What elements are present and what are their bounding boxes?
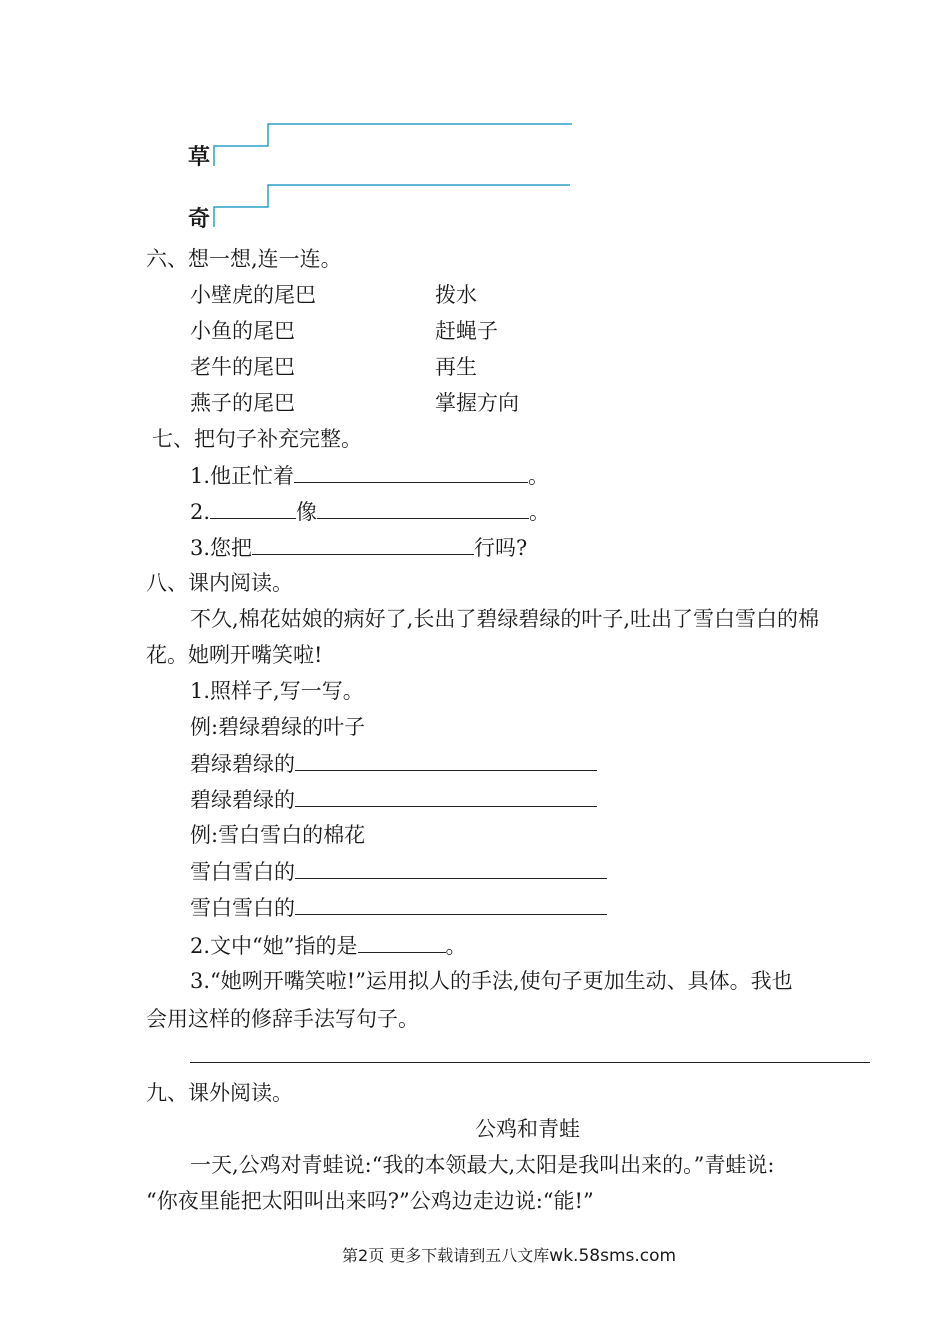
fill-1b-blank[interactable] xyxy=(295,784,597,807)
passage-line-1: 不久,棉花姑娘的病好了,长出了碧绿碧绿的叶子,吐出了雪白雪白的棉 xyxy=(190,607,820,631)
example-1: 例:碧绿碧绿的叶子 xyxy=(190,715,366,739)
fill-1a-prefix: 碧绿碧绿的 xyxy=(190,752,295,776)
match-right-3: 再生 xyxy=(435,355,477,379)
tree-char-cao: 草 xyxy=(188,145,211,170)
sentence-2-blank-b[interactable] xyxy=(317,496,529,519)
match-right-1: 拨水 xyxy=(435,283,477,307)
fill-2b-blank[interactable] xyxy=(295,892,607,915)
story-title: 公鸡和青蛙 xyxy=(475,1117,580,1141)
tree-bracket-1 xyxy=(212,118,577,170)
fill-2a-blank[interactable] xyxy=(295,856,607,879)
footer-page-number: 2 xyxy=(358,1246,369,1265)
example-2: 例:雪白雪白的棉花 xyxy=(190,823,366,847)
section-9-title: 九、课外阅读。 xyxy=(146,1081,293,1105)
story-line-2: “你夜里能把太阳叫出来吗?”公鸡边走边说:“能!” xyxy=(146,1189,594,1213)
match-left-4: 燕子的尾巴 xyxy=(190,391,295,415)
sentence-2-blank-a[interactable] xyxy=(210,496,296,519)
footer-site-link[interactable]: wk.58sms.com xyxy=(549,1246,677,1266)
q2-suffix: 。 xyxy=(445,934,467,958)
tree-bracket-2 xyxy=(212,179,577,231)
sentence-1-blank[interactable] xyxy=(294,460,528,483)
sentence-3-suffix: 行吗? xyxy=(474,536,528,560)
sentence-1-suffix: 。 xyxy=(528,464,550,488)
sentence-1-prefix: 1.他正忙着 xyxy=(190,464,295,488)
footer-page-prefix: 第 xyxy=(342,1246,359,1265)
sentence-2-prefix: 2. xyxy=(190,500,211,524)
page-footer xyxy=(342,1243,676,1266)
sentence-3-prefix: 3.您把 xyxy=(190,536,253,560)
section-7-title: 七、把句子补充完整。 xyxy=(152,427,362,451)
tree-char-qi: 奇 xyxy=(188,207,211,232)
fill-2b xyxy=(190,892,607,923)
fill-2a-prefix: 雪白雪白的 xyxy=(190,860,295,884)
fill-2a xyxy=(190,856,607,887)
fill-1a-blank[interactable] xyxy=(295,748,597,771)
q1-instruction: 1.照样子,写一写。 xyxy=(190,679,364,703)
fill-1a xyxy=(190,748,597,779)
fill-1b-prefix: 碧绿碧绿的 xyxy=(190,788,295,812)
sentence-1 xyxy=(190,460,549,491)
q3-answer-line[interactable] xyxy=(190,1062,870,1063)
fill-1b xyxy=(190,784,597,815)
fill-2b-prefix: 雪白雪白的 xyxy=(190,896,295,920)
sentence-2-suffix: 。 xyxy=(529,500,551,524)
match-right-2: 赶蝇子 xyxy=(435,319,498,343)
q2-blank[interactable] xyxy=(358,930,446,953)
sentence-3 xyxy=(190,532,527,563)
q3-line-2: 会用这样的修辞手法写句子。 xyxy=(146,1007,419,1031)
q2-prefix: 2.文中“她”指的是 xyxy=(190,934,358,958)
sentence-3-blank[interactable] xyxy=(252,532,474,555)
match-left-3: 老牛的尾巴 xyxy=(190,355,295,379)
section-6-title: 六、想一想,连一连。 xyxy=(146,247,342,271)
footer-page-suffix: 页 更多下载请到五八文库 xyxy=(368,1246,550,1265)
match-left-2: 小鱼的尾巴 xyxy=(190,319,295,343)
q3-line-1: 3.“她咧开嘴笑啦!”运用拟人的手法,使句子更加生动、具体。我也 xyxy=(190,969,793,993)
passage-line-2: 花。她咧开嘴笑啦! xyxy=(146,643,323,667)
section-8-title: 八、课内阅读。 xyxy=(146,571,293,595)
sentence-2 xyxy=(190,496,550,527)
q2 xyxy=(190,930,467,961)
story-line-1: 一天,公鸡对青蛙说:“我的本领最大,太阳是我叫出来的。”青蛙说: xyxy=(190,1153,775,1177)
match-right-4: 掌握方向 xyxy=(435,391,519,415)
match-left-1: 小壁虎的尾巴 xyxy=(190,283,316,307)
sentence-2-mid: 像 xyxy=(296,500,318,524)
